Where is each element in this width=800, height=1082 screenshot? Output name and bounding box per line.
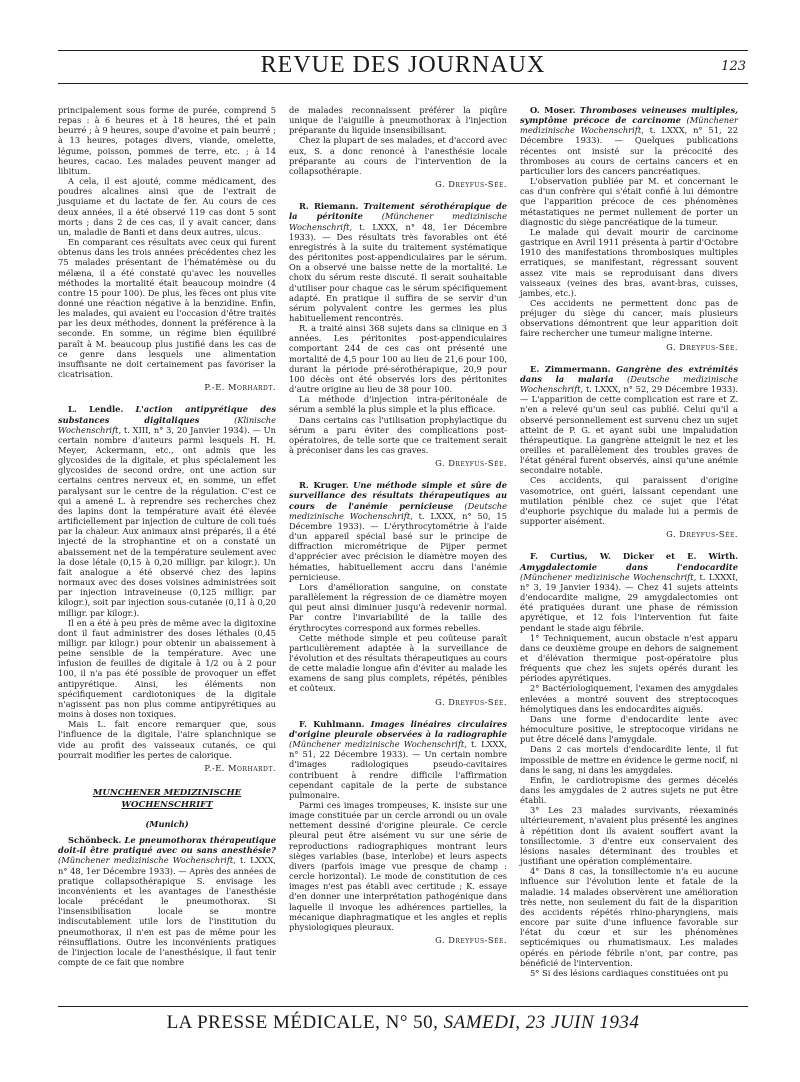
article-reference: (Münchener medizinische Wochenschrift, — [520, 571, 697, 582]
signature: G. Dreyfus-Sée. — [435, 935, 507, 946]
article-kuhlmann — [289, 719, 507, 800]
article-title: Une méthode simple et sûre de surveillance des résultats thérapeutiques au cours de l'anémie pernicieuse — [289, 480, 507, 511]
paragraph: 5° Si des lésions cardiaques constituées ont pu — [530, 967, 729, 978]
paragraph: A cela, il est ajouté, comme médicament, des poudres alcalines ainsi que de l'extrait de jusquiame et du lactate de fer. Au cours de ces deux années, il a été observé 119 cas dont 5 sont morts ; dans 2 de ces cas, il y avait cancer, dans un, maladie de Banti et dans deux autres, ulcus. — [58, 176, 276, 237]
paragraph: Dans certains cas l'utilisation prophylactique du sérum a paru éviter des complications post-opératoires, de telle sorte que ce traitement serait à préconiser dans les cas graves. — [289, 414, 507, 455]
article-kruger — [289, 480, 507, 582]
page-number: 123 — [721, 59, 746, 74]
article-reference: (Münchener medizinische Wochenschrift, — [289, 211, 507, 232]
footer-date: SAMEDI, 23 JUIN 1934 — [443, 1012, 640, 1033]
paragraph: Cette méthode simple et peu coûteuse paraît particulièrement adaptée à la surveillance de l'évolution et des résultats thérapeutiques au cours de cette maladie longue afin d'éviter au malade les examens de sang plus complets, répétés, pénibles et coûteux. — [289, 632, 507, 694]
article-title: Gangrène des extrémités dans la malaria — [520, 363, 738, 384]
paragraph: principalement sous forme de purée, comprend 5 repas : à 6 heures et à 18 heures, thé et pain beurré ; à 9 heures, soupe d'avoine et pain beurré ; à 13 heures, potages divers, viande, omelette, légume, poisson, pommes de terre, etc. ; à 14 heures, cacao. Les malades peuvent manger ad libitum. — [58, 105, 276, 176]
article-title: L'action antipyrétique des substances digitaliques — [58, 404, 276, 425]
footer-journal: LA PRESSE MÉDICALE, N° 50, — [166, 1012, 439, 1033]
paragraph: Mais L. fait encore remarquer que, sous l'influence de la digitale, l'aire splanchnique se vide au profit des vaisseaux cutanés, ce qui pourrait modifier les pertes de calorique. — [58, 719, 276, 760]
paragraph: Il en a été à peu près de même avec la digitoxine dont il faut administrer des doses léthales (0,45 milligr. par kilogr.) pour obtenir un abaissement à peine sensible de la température. Avec une infusion de feuilles de digitale à 1/2 ou à 2 pour 100, il n'a pas été possible de provoquer un effet antipyrétique. Ainsi, les éléments non spécifiquement cardiotoniques de la digitale n'agissent pas non plus comme antipyrétiques au moins à doses non toxiques. — [58, 617, 276, 720]
article-reference: (Münchener medizinische Wochenschrift, — [520, 115, 738, 136]
article-riemann — [289, 201, 507, 323]
paragraph: 3° Les 23 malades survivants, réexaminés ultérieurement, n'avaient plus présenté les angines à répétition dont ils avaient souffert avant la tonsillectomie. 3 d'entre eux conservaient des lésions nasales déterminant des troubles et justifiant une opération complémentaire. — [520, 805, 738, 867]
signature: G. Dreyfus-Sée. — [435, 696, 507, 707]
article-title: Amygdalectomie dans l'endocardite — [520, 561, 738, 572]
paragraph: L'observation publiée par M. et concernant le cas d'un confrère qui s'était confié à lui démontre que l'apparition précoce de ces phénomènes métastatiques ne permet nullement de porter un diagnostic du siège pancréatique de la tumeur. — [520, 176, 738, 227]
article-body: t. LXXXI, n° 3, 19 Janvier 1934). — Chez 41 sujets atteints d'endocardite maligne, 29 amygdalectomies ont été pratiquées durant une phase de rémission apyrétique, et 12 fois l'intervention fut faite pendant le stade aigu fébrile. — [520, 571, 738, 633]
article-body: t. LXXX, n° 51, 22 Décembre 1933). — Quelques publications récentes ont insisté sur la précocité des thromboses au cours de certains cancers et en particulier lors des cancers pancréatiques. — [520, 125, 738, 176]
signature: G. Dreyfus-Sée. — [435, 458, 507, 469]
header-top-rule — [58, 50, 748, 51]
paragraph: En comparant ces résultats avec ceux qui furent obtenus dans les trois années précédentes chez les 75 malades présentant de l'hématémèse ou du mélæna, il a été constaté qu'avec les nouvelles méthodes la mortalité était beaucoup moindre (4 contre 15 pour 100). De plus, les fèces ont plus vite donné une réaction négative à la benzidine. Enfin, les malades, qui avaient eu l'occasion d'être traités par les deux méthodes, donnent la préférence à la seconde. En somme, un régime bien équilibré paraît à M. beaucoup plus justifié dans les cas de ce genre dans lesquels une alimentation insuffisante ne doit certainement pas favoriser la cicatrisation. — [58, 237, 276, 380]
signature: P.-E. Morhardt. — [204, 762, 276, 773]
paragraph: Le malade qui devait mourir de carcinome gastrique en Avril 1911 présenta à partir d'Octobre 1910 des manifestations thrombosiques multiples erratiques, se manifestant, régressant souvent assez vite mais se reproduisant dans divers vaisseaux (veines des bras, avant-bras, cuisses, jambes, etc.). — [520, 226, 738, 298]
article-reference: (Deutsche medizinische Wochenschrift, — [520, 373, 738, 395]
header-bottom-rule — [58, 83, 748, 84]
page-header — [58, 50, 748, 84]
section-subheading: (Munich) — [145, 819, 189, 829]
article-title: Le pneumothorax thérapeutique doit-il être pratiqué avec ou sans anesthésie? — [58, 835, 276, 856]
signature: P.-E. Morhardt. — [204, 382, 276, 393]
article-reference: (Deutsche medizinische Wochenschrift, — [289, 500, 507, 521]
signature: G. Dreyfus-Sée. — [435, 179, 507, 190]
article-zimmermann — [520, 364, 738, 476]
article-body: t. LXXX, n° 48, 1er Décembre 1933). — Des résultats très favorables ont été enregistrés à la suite du traitement systématique des péritonites post-appendiculaires par le sérum. On a observé une baisse nette de la mortalité. Le choix du sérum reste discuté. Il serait souhaitable d'utiliser pour chaque cas le sérum spécifiquement adapté. En pratique il suffira de se servir d'un sérum polyvalent contre les germes les plus habituellement rencontrés. — [289, 221, 507, 323]
column-right — [520, 105, 738, 978]
article-reference: (Münchener medizinische Wochenschrift, — [289, 739, 467, 750]
signature: G. Dreyfus-Sée. — [666, 341, 738, 352]
article-body: t. XIII, n° 3, 20 Janvier 1934). — Un certain nombre d'auteurs parmi lesquels H. H. Meyer, Ackermann, etc., ont admis que les glycosides de la digitale, et plus spécialement les glycosides de second ordre, ont une action sur certains centres nerveux et, en somme, un effet paralysant sur le centre de la régulation. C'est ce qui a amené L. à reprendre ses recherches chez des lapins dont la température avait été élevée artificiellement par injection de culture de coli tués par la chaleur. Aux animaux ainsi préparés, il a été injecté de la strophantine et on a constaté un abaissement net de la température seulement avec la dose létale (0,15 à 0,20 milligr. par kilogr.). Un fait analogue a été observé chez des lapins normaux avec des doses voisines administrées soit par injection intraveineuse (0,125 milligr. par kilogr.), soit par injection sous-cutanée (0,11 à 0,20 milligr. par kilogr.). — [58, 424, 276, 618]
article-author: Schönbeck. — [68, 835, 122, 846]
paragraph: R. a traité ainsi 368 sujets dans sa clinique en 3 années. Les péritonites post-appendiculaires comportant 244 de ces cas ont présenté une mortalité de 4,5 pour 100 au lieu de 21,6 pour 100, durant la période pré-sérothérapique, 20,9 pour 100 décès ont été observés lors des péritonites d'autre origine au lieu de 38 pour 100. — [289, 323, 507, 395]
article-lendle — [58, 404, 276, 617]
paragraph: Lors d'amélioration sanguine, on constate parallèlement la régression de ce diamètre moyen qui peut ainsi diminuer jusqu'à redevenir normal. Par contre l'invariabilité de la taille des érythrocytes correspond aux formes rebelles. — [289, 581, 507, 633]
paragraph: Dans une forme d'endocardite lente avec hémoculture positive, le streptocoque viridans ne put être décelé dans l'amygdale. — [520, 713, 738, 745]
article-body: t. LXXX, n° 50, 15 Décembre 1933). — L'érythrocytométrie à l'aide d'un appareil spécial basé sur le principe de diffraction micrométrique de Pijper permet d'apprécier avec précision le diamètre moyen des hématies, habituellement accru dans l'anémie pernicieuse. — [289, 510, 507, 582]
article-author: L. Lendle. — [68, 404, 124, 415]
signature: G. Dreyfus-Sée. — [666, 529, 738, 540]
paragraph: Ces accidents, qui paraissent d'origine vasomotrice, ont guéri, laissant cependant une mutilation pénible chez ce sujet que l'état d'euphorie psychique du malade lui a permis de supporter aisément. — [520, 475, 738, 527]
paragraph: Enfin, le cardiotropisme des germes décelés dans les amygdales de 2 autres sujets ne put être établi. — [520, 774, 738, 806]
column-left — [58, 105, 276, 967]
paragraph: Dans 2 cas mortels d'endocardite lente, il fut impossible de mettre en évidence le germe nocif, ni dans le sang, ni dans les amygdales. — [520, 744, 738, 775]
article-author: E. Zimmermann. — [530, 363, 611, 374]
paragraph: La méthode d'injection intra-péritonéale de sérum a semblé la plus simple et la plus efficace. — [289, 394, 507, 415]
article-title: Traitement sérothérapique de la péritonite — [289, 201, 508, 222]
column-middle — [289, 105, 507, 957]
article-title: Images linéaires circulaires d'origine pleurale observées à la radiographie — [289, 718, 508, 739]
article-reference: (Klinische Wochenschrift, — [58, 414, 276, 435]
paragraph: Ces accidents ne permettent donc pas de préjuger du siège du cancer, mais plusieurs observations démontrent que leur apparition doit faire rechercher une tumeur maligne interne. — [520, 297, 738, 339]
section-heading: MUNCHENER MEDIZINISCHE WOCHENSCHRIFT — [92, 788, 242, 810]
paragraph: 1° Techniquement, aucun obstacle n'est apparu dans ce deuxième groupe en dehors de saignement et d'élévation thermique post-opératoire plus fréquents que chez les sujets opérés durant les périodes apyrétiques. — [520, 632, 738, 684]
article-curtius — [520, 551, 738, 632]
article-schonbeck — [58, 835, 276, 967]
article-author: R. Riemann. — [299, 201, 359, 212]
article-body: t. LXXX, n° 51, 22 Décembre 1933). — Un certain nombre d'images radiologiques pseudo-cavitaires contribuent à rendre difficile l'affirmation cependant capitale de la perte de substance pulmonaire. — [289, 739, 507, 800]
paragraph: de malades reconnaissent préférer la piqûre unique de l'aiguille à pneumothorax à l'injection préparante du liquide insensibilisant. — [289, 105, 507, 136]
paragraph: 4° Dans 8 cas, la tonsillectomie n'a eu aucune influence sur l'évolution lente et fatale de la maladie. 14 malades observèrent une amélioration très nette, non seulement du fait de la disparition des accidents répétés rhino-pharyngiens, mais encore par suite d'une influence favorable sur l'état du cœur et sur les phénomènes septicémiques ou rhumatismaux. Les malades opérés en période fébrile n'ont, par contre, pas bénéficié de l'intervention. — [520, 866, 738, 968]
article-author: F. Kuhlmann. — [299, 718, 365, 729]
article-author: O. Moser. — [530, 105, 576, 115]
paragraph: Chez la plupart de ses malades, et d'accord avec eux, S. a donc renoncé à l'anesthésie locale préparante au cours de l'intervention de la collapsothérapie. — [289, 135, 507, 176]
article-reference: (Münchener medizinische Wochenschrift, — [58, 855, 236, 866]
paragraph: Parmi ces images trompeuses, K. insiste sur une image constituée par un cercle arrondi ou un ovale nettement dessiné d'origine pleurale. Ce cercle pleural peut être aisément vu sur une série de reproductions radiographiques montrant leurs sièges variables (base, interlobe) et leurs aspects divers (parfois image vue presque de champ : cercle horizontal). Le mode de constitution de ces images n'est pas établi avec certitude ; K. essaye d'en donner une interprétation pathogénique dans laquelle il invoque les adhérences partielles, la mécanique diaphragmatique et les angles et replis physiologiques pleuraux. — [289, 800, 507, 932]
article-author: F. Curtius, W. Dicker et E. Wirth. — [530, 551, 738, 562]
article-title: Thromboses veineuses multiples, symptôme précoce de carcinome — [520, 105, 739, 126]
journal-title: REVUE DES JOURNAUX — [260, 52, 546, 78]
article-author: R. Kruger. — [299, 480, 349, 491]
article-body: t. LXXX, n° 48, 1er Décembre 1933). — Après des années de pratique collapsothérapique S. envisage les inconvénients et les avantages de l'anesthésie locale précédant le pneumothorax. Si l'insensibilisation locale se montre indiscutablement utile lors de l'institution du pneumothorax, il n'en est pas de même pour les réinsufflations. Outre les inconvénients pratiques de l'injection locale de l'anesthésique, il faut tenir compte de ce fait que nombre — [58, 855, 276, 968]
paragraph: 2° Bactériologiquement, l'examen des amygdales enlevées a montré souvent des streptocoques hémolytiques dans les endocardites aiguës. — [520, 683, 738, 714]
footer-rule — [58, 1006, 748, 1007]
article-body: t. LXXX, n° 52, 29 Décembre 1933). — L'apparition de cette complication est rare et Z. n'en a relevé qu'un seul cas publié. Celui qu'il a observé personnellement est survenu chez un sujet atteint de P. G. et ayant subi une impaludation thérapeutique. La gangrène atteignit le nez et les oreilles et parallèlement des troubles graves de l'état général furent observés, ainsi qu'une anémie secondaire notable. — [520, 384, 738, 476]
page-footer — [58, 1012, 748, 1034]
article-moser — [520, 105, 738, 176]
